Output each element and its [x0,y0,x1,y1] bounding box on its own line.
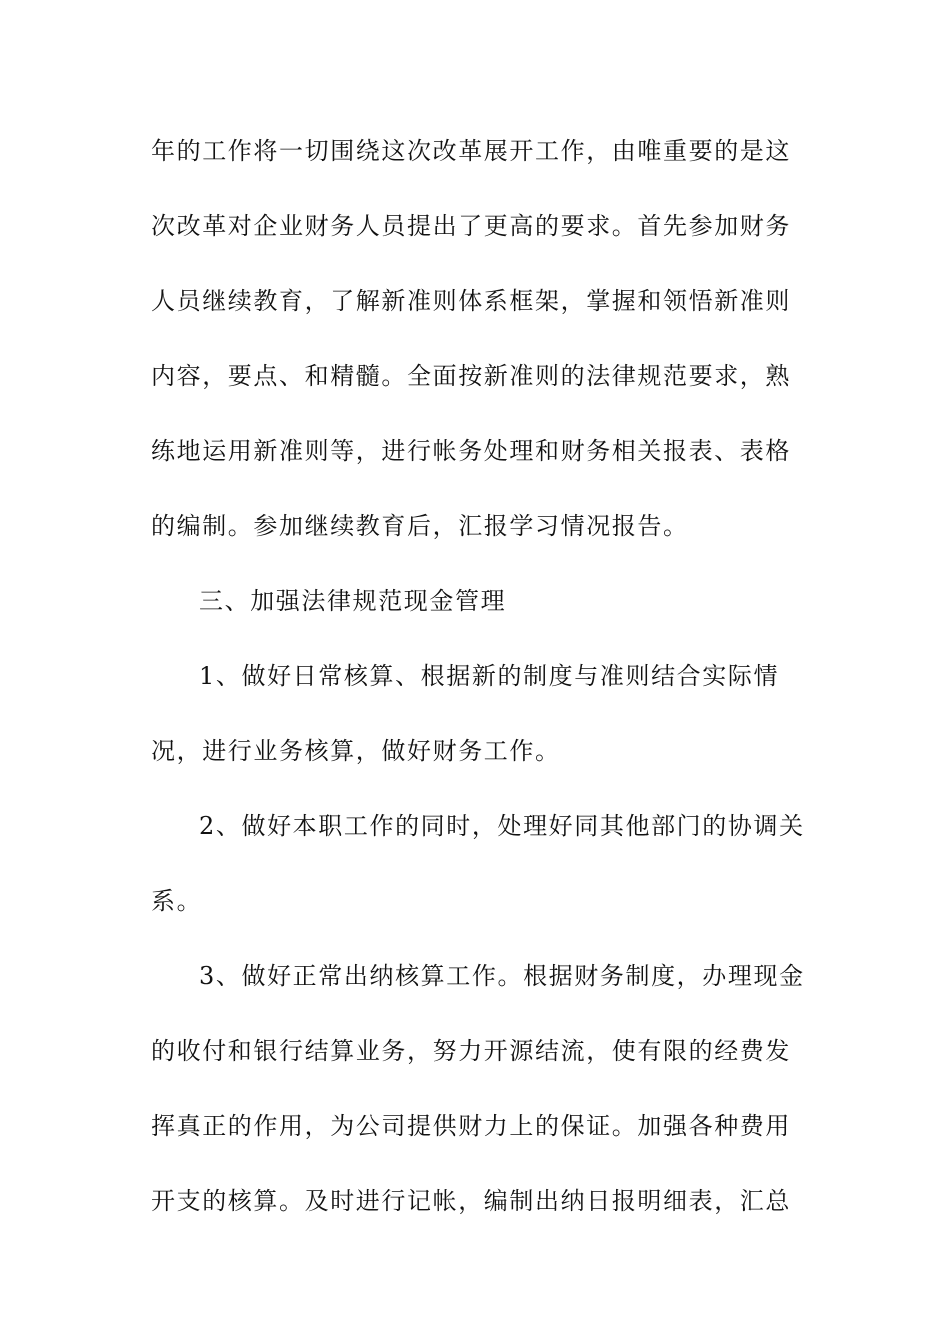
text-line: 练地运用新准则等，进行帐务处理和财务相关报表、表格 [151,437,791,465]
text-line: 次改革对企业财务人员提出了更高的要求。首先参加财务 [151,212,791,240]
text-line: 3、做好正常出纳核算工作。根据财务制度，办理现金 [199,962,805,990]
text-line: 开支的核算。及时进行记帐，编制出纳日报明细表，汇总 [151,1187,791,1215]
text-line: 的编制。参加继续教育后，汇报学习情况报告。 [151,512,689,540]
text-line: 人员继续教育，了解新准则体系框架，掌握和领悟新准则 [151,287,791,315]
text-line: 内容，要点、和精髓。全面按新准则的法律规范要求，熟 [151,362,791,390]
text-line: 年的工作将一切围绕这次改革展开工作，由唯重要的是这 [151,137,791,165]
text-line: 1、做好日常核算、根据新的制度与准则结合实际情 [199,662,780,690]
text-line: 2、做好本职工作的同时，处理好同其他部门的协调关 [199,812,805,840]
section-heading: 三、加强法律规范现金管理 [199,587,507,615]
text-line: 况，进行业务核算，做好财务工作。 [151,737,561,765]
text-line: 的收付和银行结算业务，努力开源结流，使有限的经费发 [151,1037,791,1065]
text-line: 系。 [151,887,203,915]
text-line: 挥真正的作用，为公司提供财力上的保证。加强各种费用 [151,1112,791,1140]
